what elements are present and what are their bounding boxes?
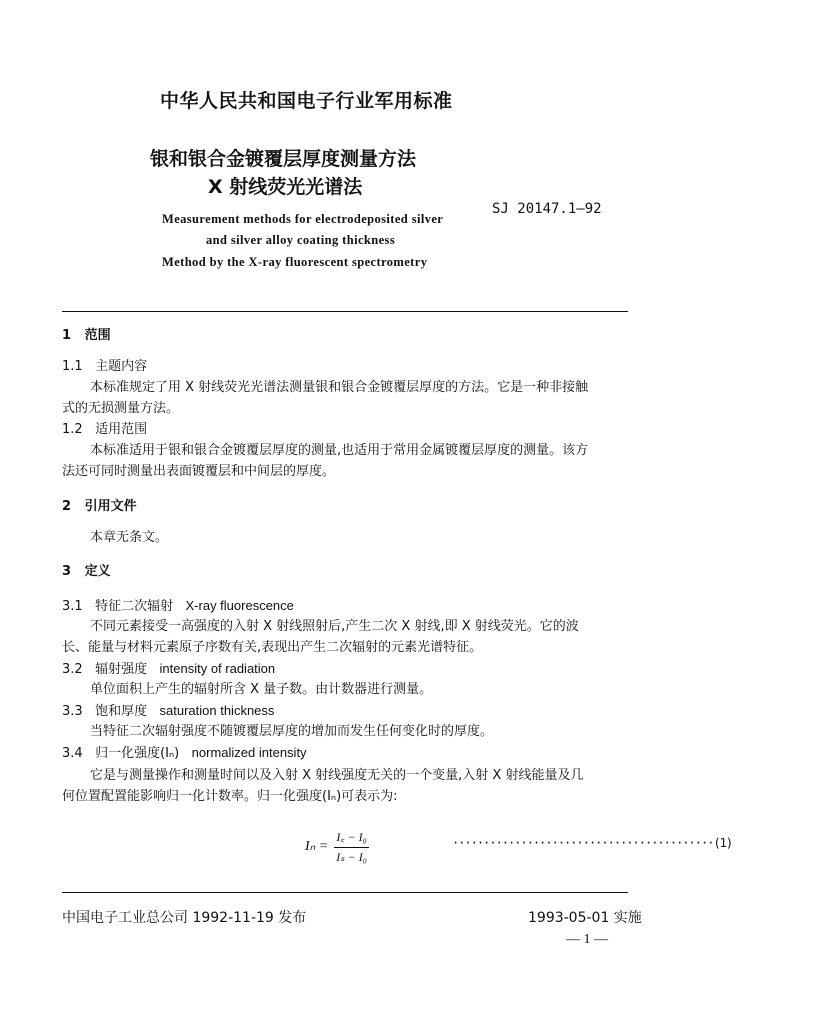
section-heading-3-3 (62, 702, 274, 721)
paragraph: 何位置配置能影响归一化计数率。归一化强度(Iₙ)可表示为: (62, 789, 398, 804)
paragraph: 本标准适用于银和银合金镀覆层厚度的测量,也适用于常用金属镀覆层厚度的测量。该方 (90, 443, 589, 458)
section-heading-3-2 (62, 660, 275, 679)
paragraph: 法还可同时测量出表面镀覆层和中间层的厚度。 (62, 464, 336, 479)
formula-lhs: Iₙ = (305, 839, 329, 854)
section-heading-3-4 (62, 744, 307, 763)
top-divider (62, 311, 628, 312)
section-number: 3.1 (62, 599, 83, 614)
paragraph: 长、能量与材料元素原子序数有关,表现出产生二次辐射的元素光谱特征。 (62, 640, 483, 655)
section-heading-3-1 (62, 597, 294, 616)
effective-date: 1993-05-01 实施 (528, 910, 642, 926)
section-heading-1 (62, 327, 111, 345)
section-heading-1-2 (62, 421, 147, 439)
bottom-divider (62, 892, 628, 893)
issue-info: 中国电子工业总公司 1992-11-19 发布 (62, 910, 307, 926)
section-title: 归一化强度(Iₙ) (95, 746, 180, 761)
section-title: 辐射强度 (95, 662, 148, 677)
section-number: 2 (62, 499, 72, 514)
section-english-term: saturation thickness (159, 703, 275, 718)
section-number: 3.2 (62, 662, 83, 677)
section-title: 适用范围 (95, 422, 148, 437)
formula-numerator: I꜀ − I₀ (334, 828, 368, 848)
section-title: 饱和厚度 (95, 704, 148, 719)
document-title-line1: 银和银合金镀覆层厚度测量方法 (150, 148, 417, 170)
page-number: — 1 — (566, 932, 608, 947)
paragraph: 单位面积上产生的辐射所含 X 量子数。由计数器进行测量。 (90, 682, 433, 697)
section-number: 1.2 (62, 422, 83, 437)
section-title: 特征二次辐射 (95, 599, 174, 614)
section-number: 1 (62, 328, 72, 343)
section-heading-2 (62, 498, 137, 516)
formula-normalized-intensity (305, 828, 369, 865)
english-title-line3: Method by the X-ray fluorescent spectrometry (162, 255, 428, 269)
section-english-term: intensity of radiation (159, 661, 276, 676)
paragraph: 不同元素接受一高强度的入射 X 射线照射后,产生二次 X 射线,即 X 射线荧光。它的波 (90, 619, 579, 634)
section-number: 3.3 (62, 704, 83, 719)
section-title: 范围 (84, 328, 111, 343)
formula-leader (452, 836, 732, 850)
section-title: 主题内容 (95, 359, 148, 374)
standard-number: SJ 20147.1—92 (492, 201, 602, 217)
formula-fraction (334, 828, 369, 865)
paragraph: 式的无损测量方法。 (62, 401, 180, 416)
section-heading-3 (62, 563, 111, 581)
english-title-line1: Measurement methods for electrodeposited silver (162, 212, 444, 226)
section-number: 3 (62, 564, 72, 579)
section-number: 1.1 (62, 359, 83, 374)
english-title-line2: and silver alloy coating thickness (206, 233, 396, 247)
section-english-term: X-ray fluorescence (185, 598, 294, 613)
standard-organization: 中华人民共和国电子行业军用标准 (160, 90, 453, 112)
dot-leader: ·········································· (452, 836, 714, 850)
document-title-line2: X 射线荧光光谱法 (208, 176, 363, 198)
paragraph: 本标准规定了用 X 射线荧光光谱法测量银和银合金镀覆层厚度的方法。它是一种非接触 (90, 380, 589, 395)
section-heading-1-1 (62, 358, 147, 376)
paragraph: 它是与测量操作和测量时间以及入射 X 射线强度无关的一个变量,入射 X 射线能量及几 (90, 768, 584, 783)
section-title: 定义 (84, 564, 111, 579)
formula-denominator: Iₛ − I₀ (336, 850, 367, 864)
paragraph: 本章无条文。 (90, 530, 169, 545)
section-english-term: normalized intensity (191, 745, 307, 760)
section-number: 3.4 (62, 746, 83, 761)
formula-number: (1) (713, 836, 733, 850)
paragraph: 当特征二次辐射强度不随镀覆层厚度的增加而发生任何变化时的厚度。 (90, 724, 494, 739)
section-title: 引用文件 (84, 499, 137, 514)
